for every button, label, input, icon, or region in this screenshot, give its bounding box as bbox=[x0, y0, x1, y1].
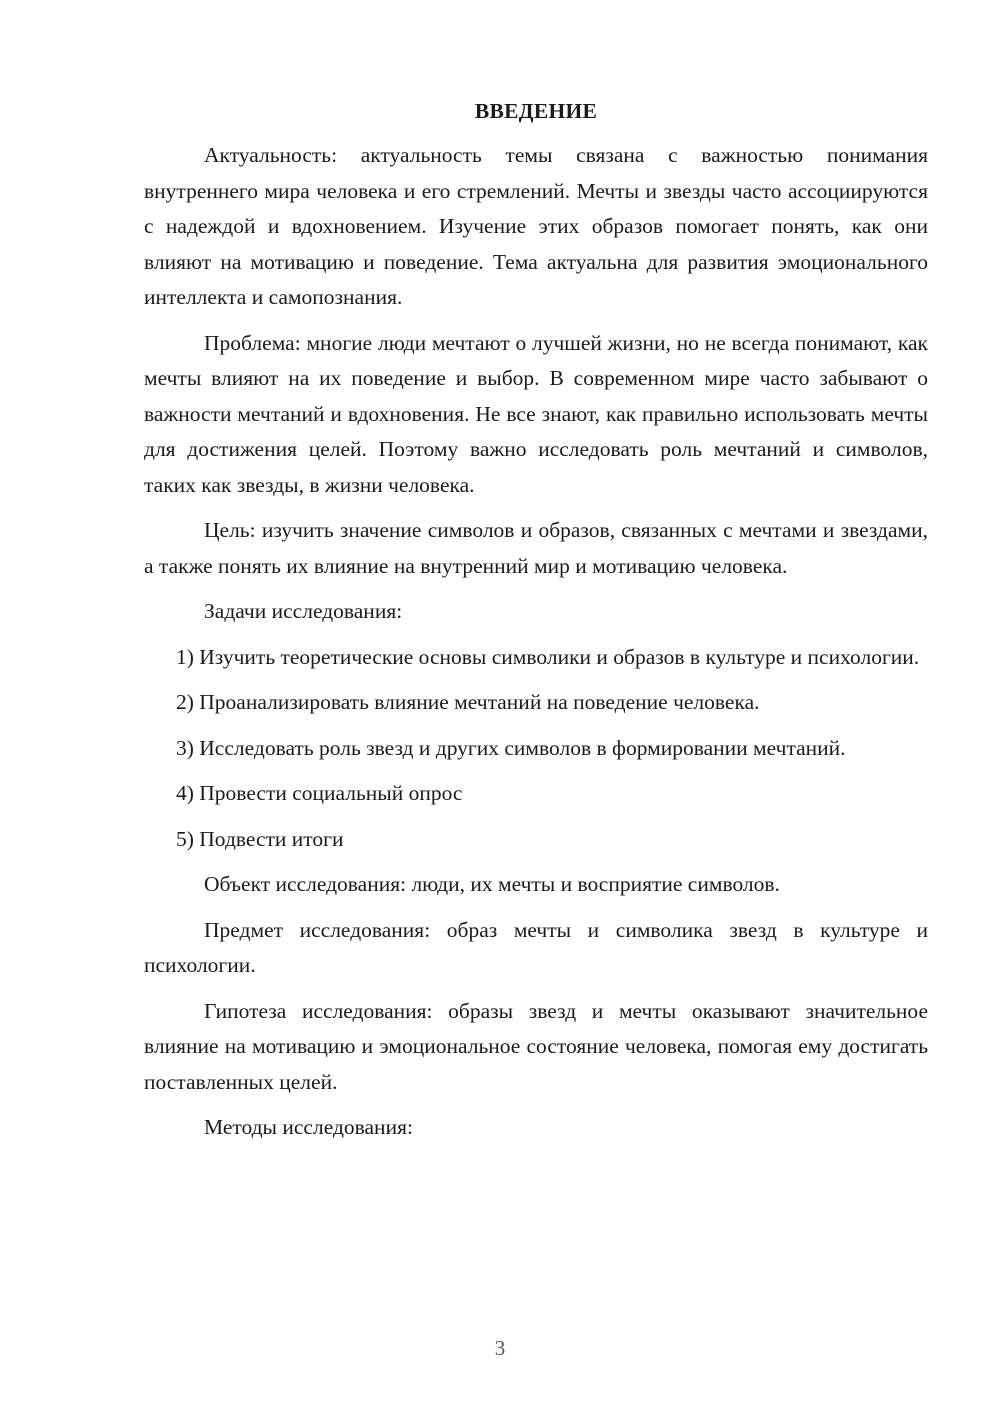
relevance-paragraph: Актуальность: актуальность темы связана с важностью понимания внутреннего мира человека и его стремлений. Мечты и звезды часто ассоциируются с надеждой и вдохновением. Изучение этих образов помогает понять, как они влияют на мотивацию и поведение. Тема актуальна для развития эмоционального интеллекта и самопознания. bbox=[144, 143, 928, 309]
hypothesis-paragraph: Гипотеза исследования: образы звезд и мечты оказывают значительное влияние на мотивацию и эмоциональное состояние человека, помогая ему достигать поставленных целей. bbox=[144, 998, 928, 1094]
page-number: 3 bbox=[494, 1336, 506, 1360]
task-item-5: 5) Подвести итоги bbox=[176, 826, 344, 851]
object-paragraph: Объект исследования: люди, их мечты и восприятие символов. bbox=[204, 872, 780, 896]
task-item-2: 2) Проанализировать влияние мечтаний на поведение человека. bbox=[176, 690, 760, 714]
goal-paragraph: Цель: изучить значение символов и образов, связанных с мечтами и звездами, а также понять их влияние на внутренний мир и мотивацию человека. bbox=[144, 518, 928, 578]
task-item-4: 4) Провести социальный опрос bbox=[176, 781, 463, 805]
document-page bbox=[144, 96, 928, 1156]
tasks-heading: Задачи исследования: bbox=[204, 599, 403, 623]
task-item-1: 1) Изучить теоретические основы символики и образов в культуре и психологии. bbox=[176, 644, 920, 669]
task-item-3: 3) Исследовать роль звезд и других символов в формировании мечтаний. bbox=[176, 735, 846, 760]
problem-paragraph: Проблема: многие люди мечтают о лучшей жизни, но не всегда понимают, как мечты влияют на их поведение и выбор. В современном мире часто забывают о важности мечтаний и вдохновения. Не все знают, как правильно использовать мечты для достижения целей. Поэтому важно исследовать роль мечтаний и символов, таких как звезды, в жизни человека. bbox=[144, 330, 928, 497]
section-heading: ВВЕДЕНИЕ bbox=[474, 99, 598, 123]
methods-heading: Методы исследования: bbox=[204, 1115, 413, 1139]
subject-paragraph: Предмет исследования: образ мечты и символика звезд в культуре и психологии. bbox=[144, 917, 928, 977]
